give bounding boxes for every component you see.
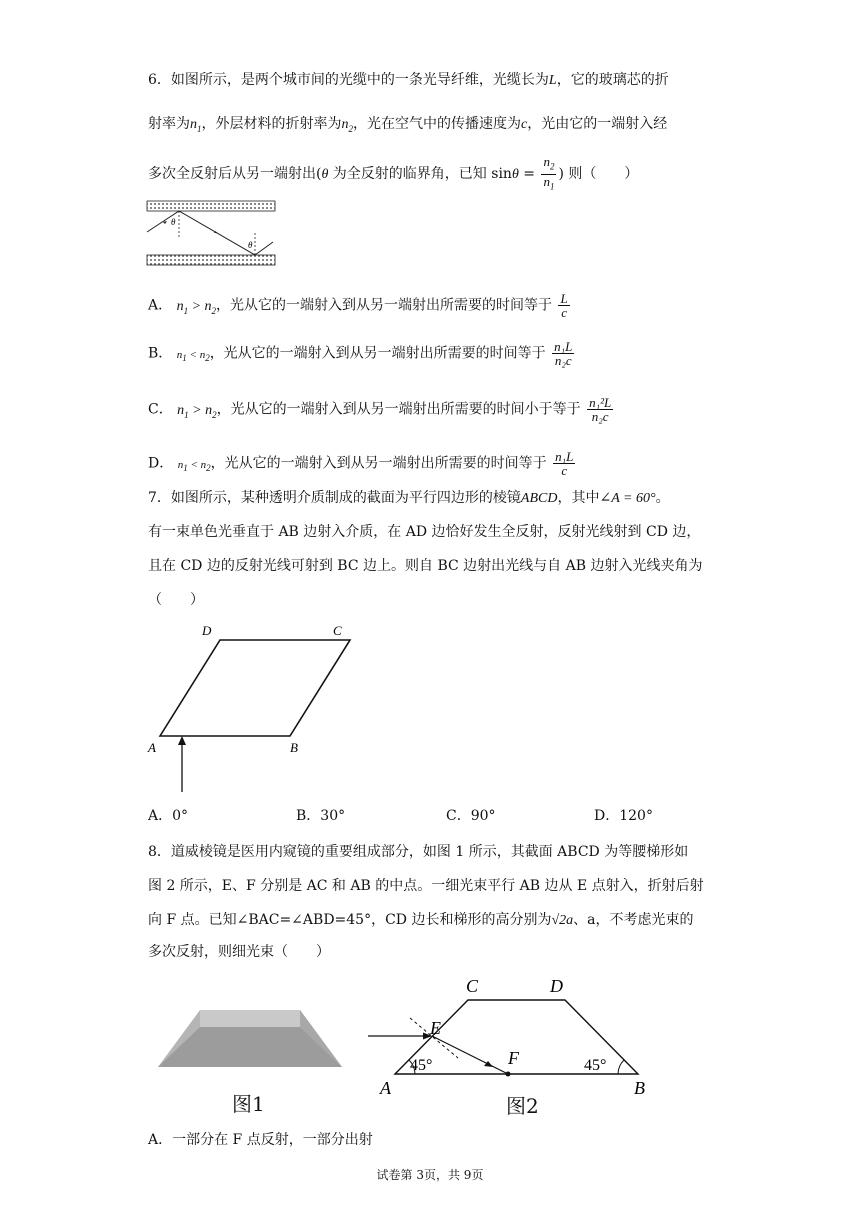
vertex-d-label: D xyxy=(202,623,212,638)
critical-angle-fraction: $\frac{n_2}{n_1}$ xyxy=(543,154,555,192)
q7-line4: （ ） xyxy=(148,592,204,608)
vertex-c-label: C xyxy=(466,976,479,996)
angle-b-label: 45° xyxy=(584,1057,607,1074)
q6-option-b: B． $n_1 < n_2$，光从它的一端射入到从另一端射出所需要的时间等于 $\frac{\text{n₁L}}{\text{n₂c}}$ xyxy=(148,339,573,368)
fig2-caption: 图2 xyxy=(506,1094,539,1118)
q8-option-a: A．一部分在 F 点反射，一部分出射 xyxy=(148,1132,373,1148)
vertex-b-label: B xyxy=(634,1078,645,1098)
point-f-label: F xyxy=(508,1048,519,1068)
q6-option-a: A． $n_1 > n_2$，光从它的一端射入到从另一端射出所需要的时间等于 $\frac{L}{c}$ xyxy=(148,291,568,320)
q7-line1: 7．如图所示，某种透明介质制成的截面为平行四边形的棱镜ABCD，其中∠A = 60°。 xyxy=(148,490,670,506)
q8-line2: 图 2 所示，E、F 分别是 AC 和 AB 的中点。一细光束平行 AB 边从 E 点射入，折射后射 xyxy=(148,878,704,894)
page-footer: 试卷第 3页，共 9页 xyxy=(376,1168,484,1182)
angle-a-label: 45° xyxy=(410,1057,433,1074)
vertex-d-label: D xyxy=(550,976,563,996)
fig1-caption: 图1 xyxy=(232,1092,265,1116)
q6-line2: 射率为$n_1$，外层材料的折射率为$n_2$，光在空气中的传播速度为c，光由它的一端射入经 xyxy=(148,116,668,134)
point-e-label: E xyxy=(430,1018,441,1038)
q8-line4: 多次反射，则细光束（ ） xyxy=(148,944,330,960)
dove-prism-3d-figure xyxy=(150,1005,350,1080)
q6-option-d: D． $n_1 < n_2$，光从它的一端射入到从另一端射出所需要的时间等于 $\frac{\text{n₁L}}{c}$ xyxy=(148,449,574,478)
optical-fiber-diagram xyxy=(145,198,280,270)
vertex-a-label: A xyxy=(380,1078,391,1098)
vertex-a-label: A xyxy=(148,740,156,755)
svg-text:θ: θ xyxy=(171,217,176,227)
q7-line2: 有一束单色光垂直于 AB 边射入介质，在 AD 边恰好发生全反射，反射光线射到 CD 边， xyxy=(148,524,701,540)
q6-line3: 多次全反射后从另一端射出(θ 为全反射的临界角，已知 sinθ = $\frac{n_2}{n_1}$ ) 则（ ） xyxy=(148,154,639,192)
parallelogram-prism-diagram xyxy=(140,620,370,800)
vertex-b-label: B xyxy=(290,740,298,755)
q7-option-c: C．90° xyxy=(446,808,496,824)
q8-line1: 8．道威棱镜是医用内窥镜的重要组成部分，如图 1 所示，其截面 ABCD 为等腰梯形如 xyxy=(148,844,689,860)
q7-option-b: B．30° xyxy=(296,808,346,824)
q6-option-c: C． $n_1 > n_2$，光从它的一端射入到从另一端射出所需要的时间小于等于 $\frac{\text{n₁²L}}{\text{n₂c}}$ xyxy=(148,395,612,424)
q7-option-a: A．0° xyxy=(148,808,189,824)
svg-text:θ: θ xyxy=(248,240,253,250)
q8-line3: 向 F 点。已知∠BAC=∠ABD=45°，CD 边长和梯形的高分别为√2a、a，不考虑光束的 xyxy=(148,912,694,928)
vertex-c-label: C xyxy=(333,623,342,638)
q7-line3: 且在 CD 边的反射光线可射到 BC 边上。则自 BC 边射出光线与自 AB 边射入光线夹角为 xyxy=(148,558,703,574)
q7-option-d: D．120° xyxy=(594,808,653,824)
q6-line1: 6．如图所示，是两个城市间的光缆中的一条光导纤维，光缆长为L，它的玻璃芯的折 xyxy=(148,72,669,88)
